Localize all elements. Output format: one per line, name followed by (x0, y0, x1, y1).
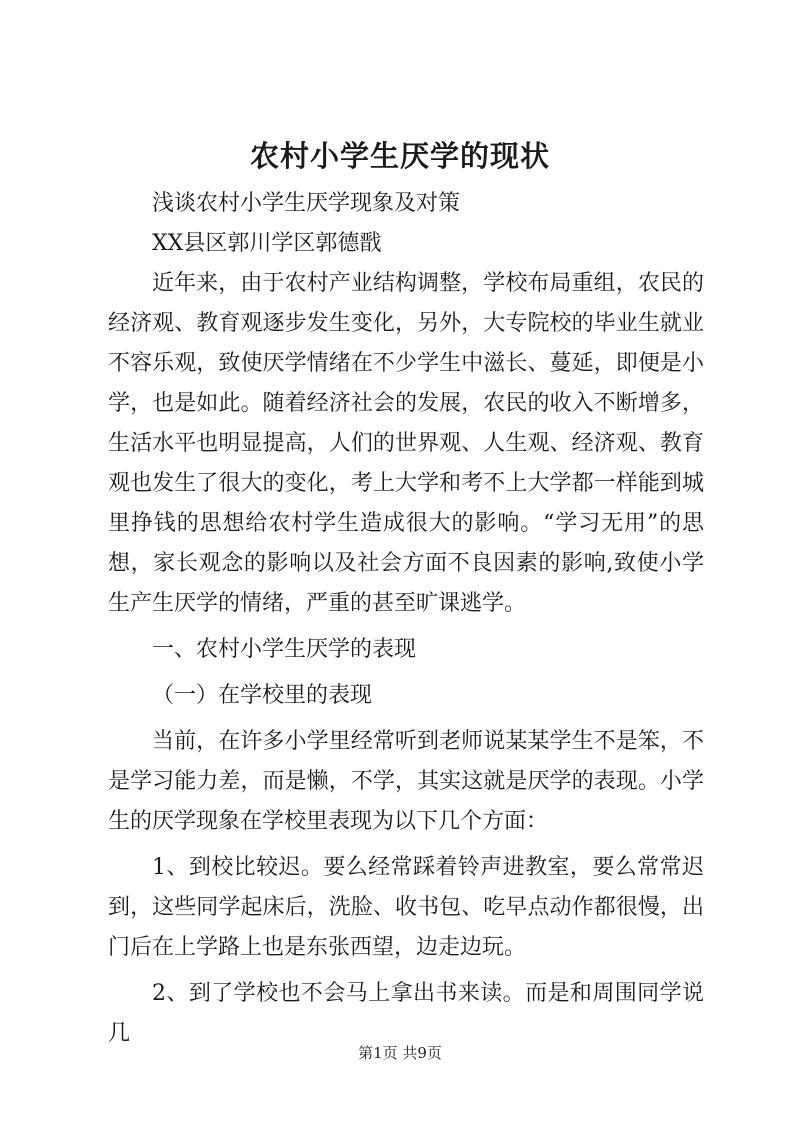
page-number-footer: 第1页 共9页 (358, 1044, 442, 1062)
section-heading: 一、农村小学生厌学的表现 (152, 637, 417, 662)
author-paragraph: XX县区郭川学区郭德戬 (152, 231, 382, 256)
document-title: 农村小学生厌学的现状 (249, 139, 550, 173)
list-item-paragraph: 1、到校比较迟。要么经常踩着铃声进教室，要么常常迟到，这些同学起床后，洗脸、收书包、吃早点动作都很慢，出门后在上学路上也是东张西望，边走边玩。 (108, 855, 704, 960)
list-item-paragraph: 2、到了学校也不会马上拿出书来读。而是和周围同学说几 (108, 981, 704, 1046)
intro-paragraph: 近年来，由于农村产业结构调整，学校布局重组，农民的经济观、教育观逐步发生变化，另外，大专院校的毕业生就业不容乐观，致使厌学情绪在不少学生中滋长、蔓延，即便是小学，也是如此。随着经济社会的发展，农民的收入不断增多，生活水平也明显提高，人们的世界观、人生观、经济观、教育观也发生了很大的变化，考上大学和考不上大学都一样能到城里挣钱的思想给农村学生造成很大的影响。“学习无用”的思想，家长观念的影响以及社会方面不良因素的影响,致使小学生产生厌学的情绪，严重的甚至旷课逃学。 (108, 271, 704, 616)
body-paragraph: 当前，在许多小学里经常听到老师说某某学生不是笨，不是学习能力差，而是懒，不学，其实这就是厌学的表现。小学生的厌学现象在学校里表现为以下几个方面： (108, 729, 704, 834)
subsection-heading: （一）在学校里的表现 (152, 683, 373, 708)
subtitle-paragraph: 浅谈农村小学生厌学现象及对策 (152, 191, 461, 216)
document-body (108, 184, 704, 1054)
